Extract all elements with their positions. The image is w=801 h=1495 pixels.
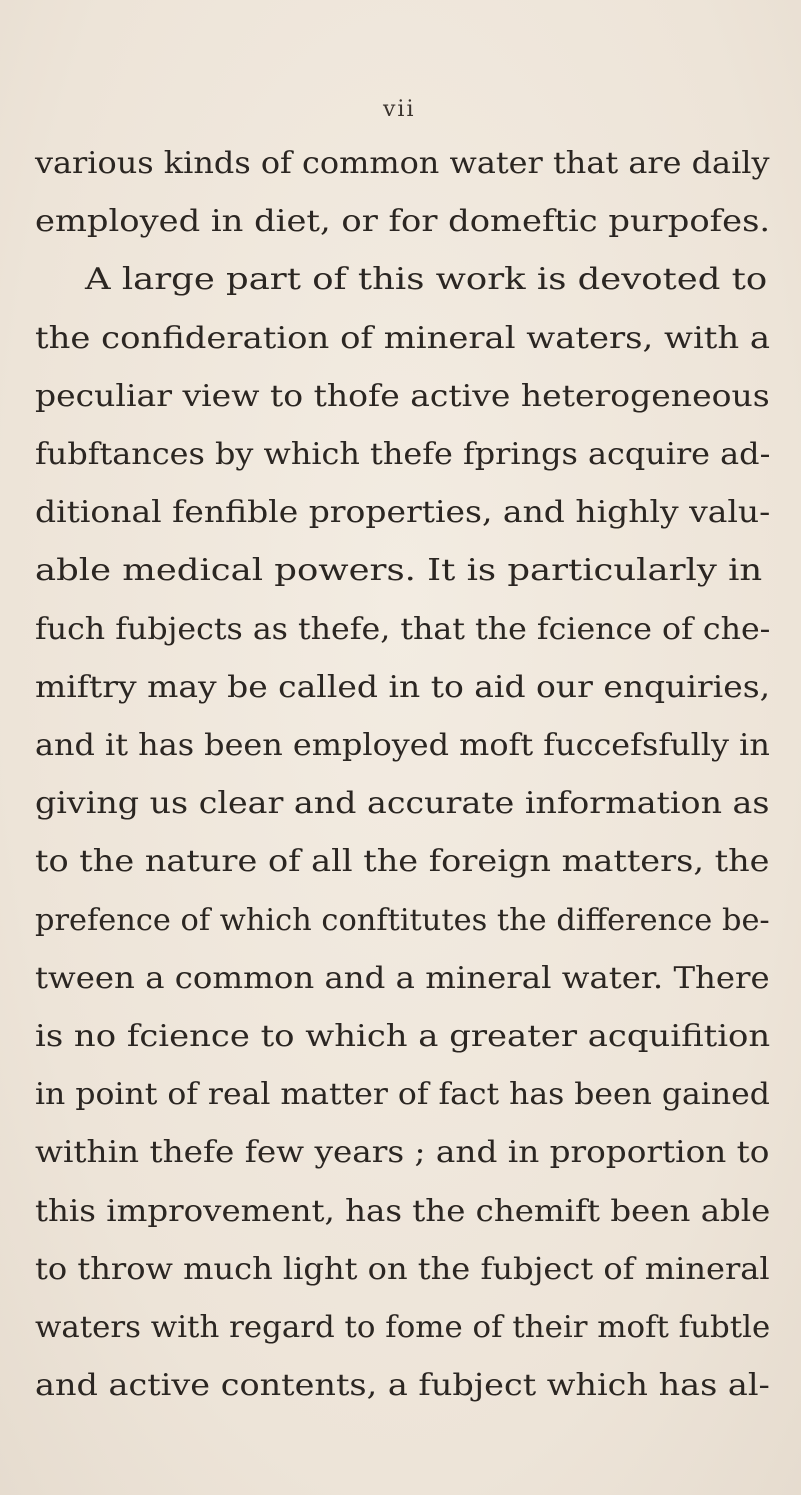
text-line: tween a common and a mineral water. There bbox=[35, 960, 770, 996]
text-line: fuch fubjects as thefe, that the fcience of che- bbox=[35, 611, 771, 647]
text-line: miftry may be called in to aid our enquiries, bbox=[35, 669, 771, 705]
text-line: to the nature of all the foreign matters, the bbox=[35, 844, 770, 880]
text-line: giving us clear and accurate information as bbox=[35, 786, 770, 822]
text-line: able medical powers. It is particularly in bbox=[35, 553, 763, 589]
text-line: various kinds of common water that are daily bbox=[35, 146, 770, 181]
text-line: peculiar view to thofe active heterogeneous bbox=[35, 378, 770, 414]
text-line: prefence of which conftitutes the difference be- bbox=[35, 902, 770, 938]
text-line: fubftances by which thefe fprings acquire ad- bbox=[35, 437, 771, 472]
text-line: and active contents, a fubject which has al- bbox=[35, 1368, 770, 1404]
text-line: is no fcience to which a greater acquifition bbox=[35, 1019, 771, 1054]
text-line: the confideration of mineral waters, with a bbox=[35, 320, 771, 356]
text-line: to throw much light on the fubject of mineral bbox=[35, 1251, 770, 1287]
page-number: vii bbox=[383, 97, 416, 122]
text-line: waters with regard to fome of their moft fubtle bbox=[35, 1310, 771, 1345]
text-line: ditional fenfible properties, and highly valu- bbox=[35, 495, 771, 531]
text-line: in point of real matter of fact has been gained bbox=[35, 1077, 770, 1113]
text-line: A large part of this work is devoted to bbox=[85, 262, 768, 298]
text-line: and it has been employed moft fuccefsfully in bbox=[35, 728, 770, 763]
text-line: employed in diet, or for domeftic purpofes. bbox=[35, 204, 771, 240]
text-line: this improvement, has the chemift been able bbox=[35, 1193, 771, 1229]
text-line: within thefe few years ; and in proportion to bbox=[35, 1135, 770, 1171]
